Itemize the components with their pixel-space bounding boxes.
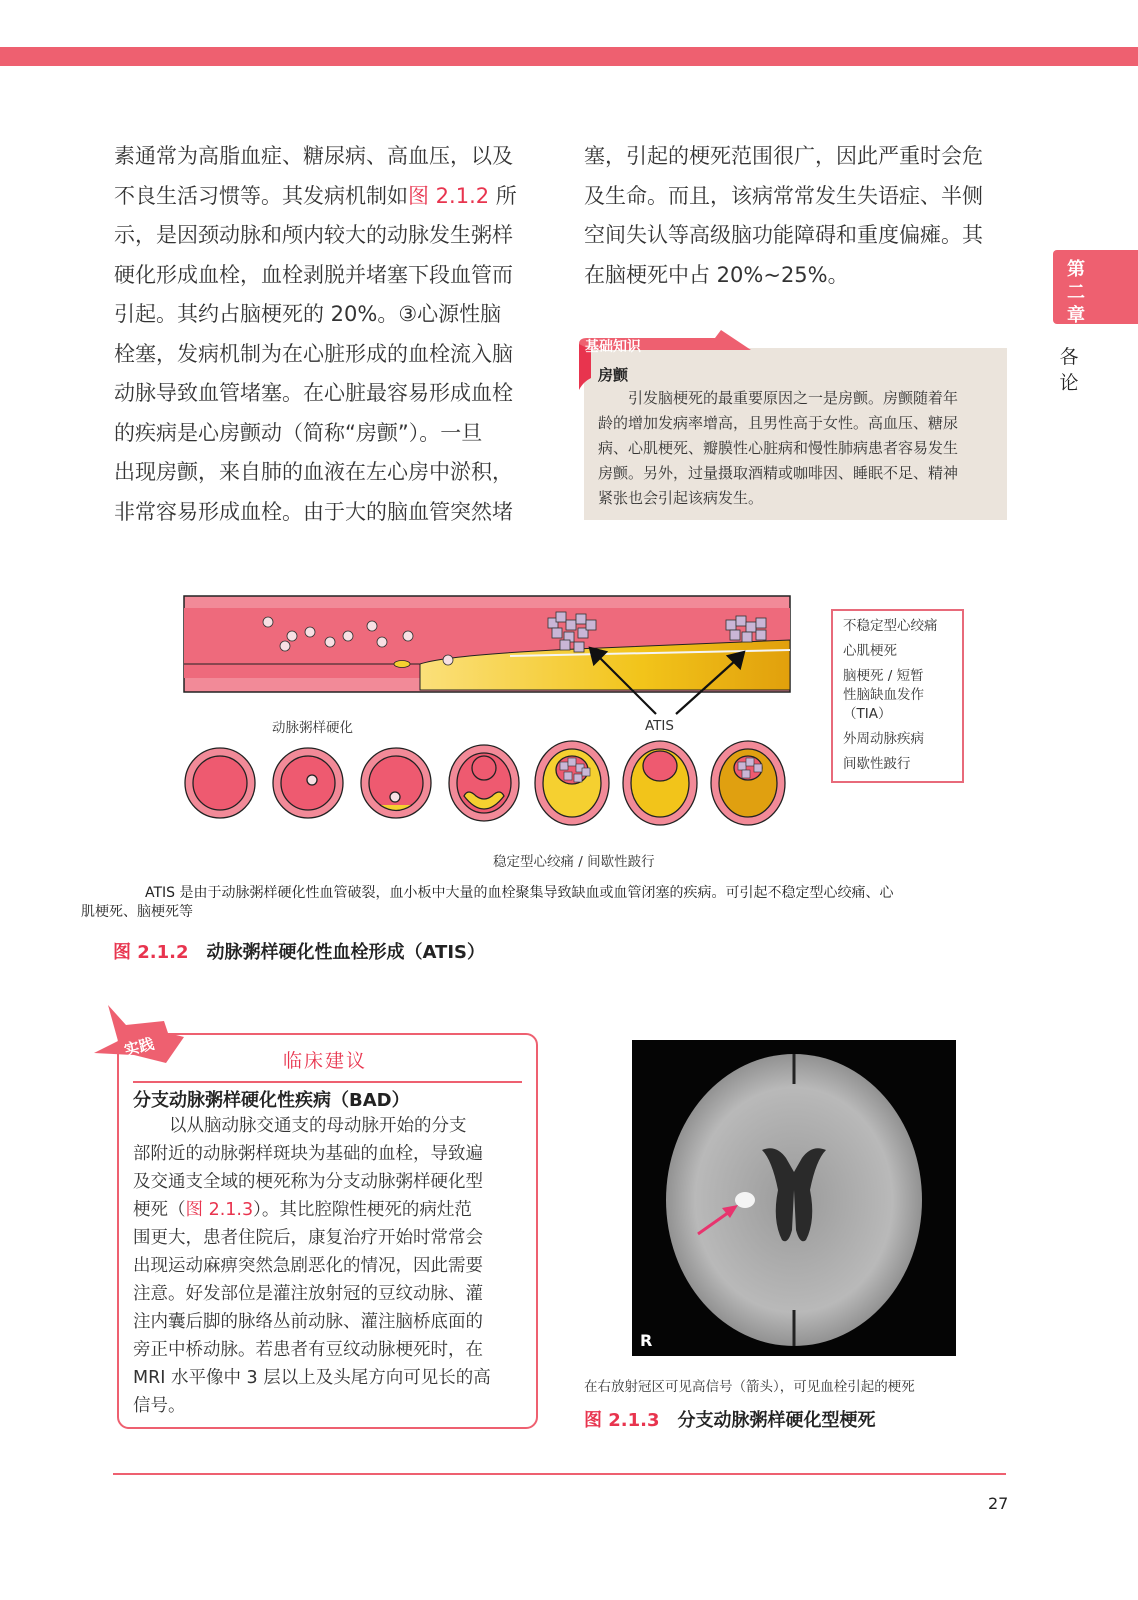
cross-section (273, 748, 343, 818)
text-line: 栓塞，发病机制为在心脏形成的血栓流入脑 (114, 341, 513, 366)
chapter-tab-label (1061, 258, 1091, 327)
text-line: 部附近的动脉粥样斑块为基础的血栓，导致遍 (133, 1144, 483, 1164)
label-atis: ATIS (645, 718, 674, 734)
section-name (1055, 344, 1083, 396)
mri-image (632, 1040, 956, 1356)
body-text-left-column (114, 137, 544, 532)
text-line: 引发脑梗死的最重要原因之一是房颤。房颤随着年 (628, 389, 959, 407)
cross-section (449, 745, 519, 821)
text-line: 以从脑动脉交通支的母动脉开始的分支 (169, 1116, 467, 1136)
text-line: 围更大，患者住院后，康复治疗开始时常常会 (133, 1228, 483, 1248)
figure-title: 分支动脉粥样硬化型梗死 (677, 1410, 876, 1431)
text-line: 硬化形成血栓，血栓剥脱并堵塞下段血管而 (114, 262, 513, 287)
text-line: 旁正中桥动脉。若患者有豆纹动脉梗死时，在 (133, 1340, 483, 1360)
text-line: 引起。其约占脑梗死的 20%。③心源性脑 (114, 302, 502, 326)
text-line: 在脑梗死中占 20%~25%。 (584, 262, 849, 287)
clinical-header: 临床建议 (283, 1050, 368, 1072)
outcome-item: 心肌梗死 (843, 643, 897, 659)
figure-title: 动脉粥样硬化性血栓形成（ATIS） (206, 942, 485, 963)
outcome-item: 脑梗死 / 短暂 性脑缺血发作 （TIA） (843, 668, 924, 722)
cross-section (185, 748, 255, 818)
figure-number: 图 2.1.3 (584, 1410, 660, 1431)
clinical-divider (133, 1081, 522, 1083)
practice-tag: 实践 (122, 1034, 156, 1060)
text-line: 的疾病是心房颤动（简称“房颤”）。一旦 (114, 420, 483, 445)
text-line: 紧张也会引起该病发生。 (598, 489, 764, 507)
text-line: 及生命。而且，该病常常发生失语症、半侧 (584, 183, 983, 208)
knowledge-text (598, 386, 1000, 511)
text-line: MRI 水平像中 3 层以上及头尾方向可见长的高 (133, 1368, 491, 1388)
text-line: 动脉导致血管堵塞。在心脏最容易形成血栓 (114, 381, 513, 405)
artery-cross-sections (185, 741, 785, 825)
orientation-marker: R (640, 1331, 653, 1350)
knowledge-title: 房颤 (598, 366, 629, 384)
text-line: 素通常为高脂血症、糖尿病、高血压，以及 (114, 144, 513, 168)
figure-caption (584, 1406, 876, 1432)
text-line: 及交通支全域的梗死称为分支动脉粥样硬化型 (133, 1172, 483, 1192)
text-line: 示，是因颈动脉和颅内较大的动脉发生粥样 (114, 223, 513, 247)
header-bar (0, 47, 1138, 66)
text-line: 信号。 (133, 1396, 186, 1416)
figure-caption (113, 938, 485, 964)
text-line: 空间失认等高级脑功能障碍和重度偏瘫。其 (584, 223, 983, 247)
outcome-item: 间歇性跛行 (843, 756, 911, 772)
text-line: 龄的增加发病率增高，且男性高于女性。高血压、糖尿 (598, 414, 959, 432)
page-number: 27 (988, 1494, 1009, 1513)
cross-section (623, 741, 697, 825)
chapter-tab-char: 第 (1067, 259, 1085, 280)
text-line: 出现运动麻痹突然急剧恶化的情况，因此需要 (133, 1256, 483, 1276)
brain-mri-scan (632, 1040, 956, 1356)
artery-longitudinal (184, 596, 790, 692)
clinical-text (133, 1112, 528, 1420)
cross-section (361, 748, 431, 818)
text-line: 注意。好发部位是灌注放射冠的豆纹动脉、灌 (133, 1284, 483, 1304)
body-text-right-column (584, 137, 1014, 295)
outcomes-box (831, 609, 964, 783)
clinical-title: 分支动脉粥样硬化性疾病（BAD） (133, 1090, 410, 1111)
chapter-tab[interactable] (1053, 250, 1138, 324)
section-name-char: 论 (1059, 372, 1079, 394)
label-atherosclerosis: 动脉粥样硬化 (272, 720, 353, 736)
cross-section (711, 741, 785, 825)
label-stable-angina: 稳定型心绞痛 / 间歇性跛行 (493, 854, 655, 870)
knowledge-label: 基础知识 (585, 339, 641, 355)
figure-reference-link[interactable]: 图 2.1.3 (185, 1200, 254, 1220)
outcome-item: 外周动脉疾病 (843, 731, 924, 747)
text-line: 梗死（图 2.1.3）。其比腔隙性梗死的病灶范 (133, 1200, 472, 1220)
text-line: 不良生活习惯等。其发病机制如图 2.1.2 所 (114, 183, 517, 208)
footer-divider (113, 1473, 1006, 1475)
text-line: 病、心肌梗死、瓣膜性心脏病和慢性肺病患者容易发生 (598, 439, 959, 457)
figure-reference-link[interactable]: 图 2.1.2 (408, 183, 490, 208)
text-line: 注内囊后脚的脉络丛前动脉、灌注脑桥底面的 (133, 1312, 483, 1332)
chapter-tab-char: 章 (1067, 305, 1085, 326)
section-name-char: 各 (1059, 346, 1079, 368)
text-line: 非常容易形成血栓。由于大的脑血管突然堵 (114, 499, 513, 524)
mri-note: 在右放射冠区可见高信号（箭头），可见血栓引起的梗死 (584, 1379, 915, 1395)
text-line: 房颤。另外，过量摄取酒精或咖啡因、睡眠不足、精神 (598, 464, 959, 482)
cross-section (535, 741, 609, 825)
outcome-item: 不稳定型心绞痛 (843, 618, 938, 634)
figure-number: 图 2.1.2 (113, 942, 189, 963)
figure-note: ATIS 是由于动脉粥样硬化性血管破裂，血小板中大量的血栓聚集导致缺血或血管闭塞的疾病。可引起不稳定型心绞痛、心 肌梗死、脑梗死等 (81, 885, 894, 920)
chapter-tab-char: 二 (1067, 282, 1085, 303)
text-line: 出现房颤，来自肺的血液在左心房中淤积， (114, 460, 513, 484)
text-line: 塞，引起的梗死范围很广，因此严重时会危 (584, 144, 983, 168)
